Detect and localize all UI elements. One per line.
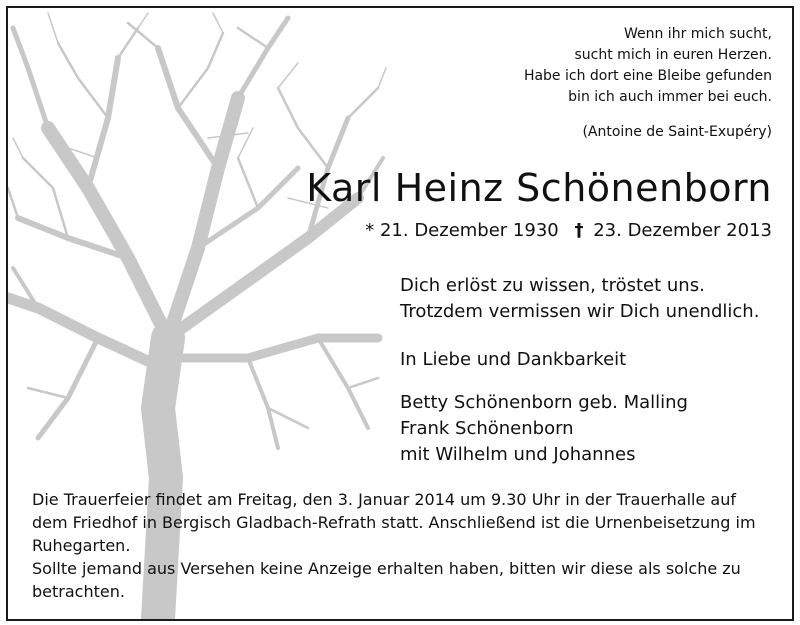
message-line: Trotzdem vermissen wir Dich unendlich. — [400, 301, 760, 322]
funeral-info: Die Trauerfeier findet am Freitag, den 3. Januar 2014 um 9.30 Uhr in der Trauerhalle auf dem Friedhof in Bergisch Gladbach-Refrath statt. Anschließend ist die Urnenbeisetzung im Ruhegarten. — [32, 490, 756, 555]
death-date: 23. Dezember 2013 — [593, 220, 772, 241]
mourner-name: Betty Schönenborn geb. Malling — [400, 392, 688, 413]
cross-icon: † — [574, 220, 584, 241]
quote-line: Wenn ihr mich sucht, — [623, 26, 772, 42]
mourners-list — [400, 390, 688, 468]
obituary-notice — [6, 6, 794, 621]
funeral-details — [32, 488, 772, 603]
message-line: Dich erlöst zu wissen, tröstet uns. — [400, 275, 705, 296]
quote-block — [524, 24, 772, 143]
quote-line: sucht mich in euren Herzen. — [574, 47, 772, 63]
life-dates — [365, 220, 772, 241]
message-block — [400, 273, 759, 325]
quote-author: (Antoine de Saint-Exupéry) — [582, 124, 772, 140]
quote-line: Habe ich dort eine Bleibe gefunden — [523, 68, 772, 84]
birth-date: * 21. Dezember 1930 — [365, 220, 559, 241]
deceased-name: Karl Heinz Schönenborn — [306, 166, 772, 210]
closing-text: In Liebe und Dankbarkeit — [400, 349, 627, 370]
notice-note: Sollte jemand aus Versehen keine Anzeige erhalten haben, bitten wir diese als solche zu betrachten. — [32, 559, 741, 601]
mourner-name: Frank Schönenborn — [400, 418, 574, 439]
quote-line: bin ich auch immer bei euch. — [568, 89, 772, 105]
mourner-name: mit Wilhelm und Johannes — [400, 444, 636, 465]
closing-line — [400, 347, 626, 373]
